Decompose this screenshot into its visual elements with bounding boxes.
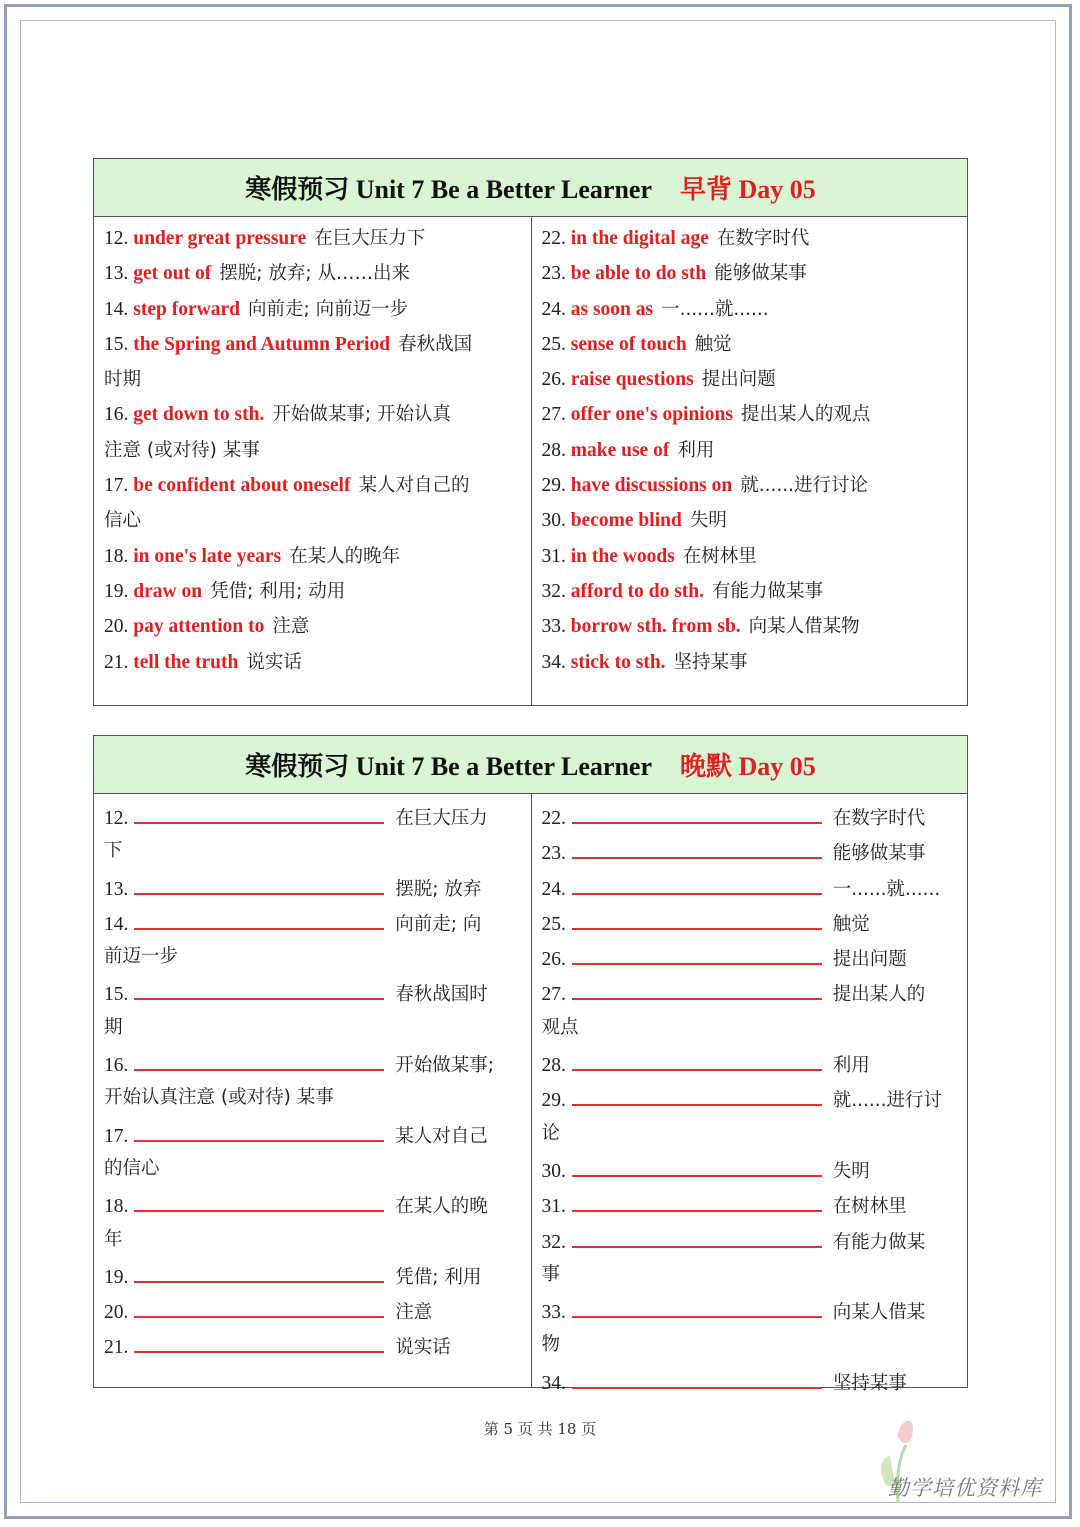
vocab-line — [104, 539, 523, 574]
morning-card-title — [94, 159, 967, 217]
item-number: 33. — [541, 1302, 566, 1324]
vocab-line — [104, 256, 523, 291]
vocab-line — [542, 433, 960, 468]
english-phrase: be confident about oneself — [133, 475, 351, 497]
chinese-meaning: 摆脱; 放弃 — [395, 878, 482, 900]
dictation-line — [104, 1292, 523, 1327]
chinese-meaning: 向前走; 向前迈一步 — [247, 298, 409, 320]
watermark-text: 勤学培优资料库 — [888, 1476, 1042, 1500]
chinese-meaning: 说实话 — [395, 1337, 451, 1359]
item-number: 12. — [104, 808, 129, 829]
answer-blank[interactable] — [572, 904, 822, 930]
chinese-meaning: 提出问题 — [701, 369, 776, 391]
chinese-meaning: 信心 — [104, 510, 142, 532]
evening-card — [93, 735, 968, 1394]
item-number: 13. — [104, 263, 129, 285]
vocab-line — [542, 503, 960, 538]
english-phrase: pay attention to — [133, 616, 265, 638]
dictation-line — [542, 1222, 960, 1257]
item-number: 34. — [541, 1372, 566, 1394]
chinese-meaning: 触觉 — [694, 333, 732, 355]
chinese-meaning: 坚持某事 — [673, 651, 748, 673]
chinese-meaning: 在巨大压力 — [395, 808, 488, 829]
chinese-meaning: 向某人借某 — [832, 1302, 926, 1324]
vocab-line — [104, 221, 523, 256]
chinese-meaning: 在树林里 — [682, 545, 757, 567]
vocab-line — [542, 574, 960, 609]
chinese-meaning: 开始做某事; 开始认真 — [272, 404, 451, 426]
english-phrase: raise questions — [570, 369, 694, 391]
evening-card-title — [94, 736, 967, 794]
dictation-line — [542, 1186, 960, 1221]
dictation-line — [104, 1186, 523, 1221]
vocab-line — [104, 362, 523, 397]
dictation-line — [542, 1151, 960, 1186]
chinese-meaning: 能够做某事 — [832, 843, 926, 865]
chinese-meaning: 下 — [104, 840, 123, 862]
chinese-meaning: 一......就...... — [832, 878, 941, 900]
answer-blank[interactable] — [134, 869, 384, 895]
vocab-line — [542, 539, 960, 574]
english-phrase: offer one's opinions — [570, 404, 733, 426]
chinese-meaning: 时期 — [104, 369, 142, 391]
dictation-line — [104, 1257, 523, 1292]
chinese-meaning: 注意 — [272, 616, 310, 638]
item-number: 29. — [541, 1090, 566, 1112]
morning-title-day: 早背 Day 05 — [680, 175, 816, 204]
vocab-line — [104, 327, 523, 362]
answer-blank[interactable] — [572, 1080, 822, 1106]
chinese-meaning: 某人对自己 — [395, 1125, 488, 1147]
evening-right-column — [531, 794, 968, 1394]
chinese-meaning: 年 — [104, 1228, 123, 1250]
morning-right-column — [531, 217, 968, 706]
chinese-meaning: 触觉 — [832, 913, 870, 935]
vocab-line — [542, 327, 960, 362]
vocab-line — [104, 645, 523, 680]
english-phrase: as soon as — [570, 298, 654, 320]
answer-blank[interactable] — [134, 798, 384, 824]
chinese-meaning: 说实话 — [246, 651, 302, 673]
item-number: 19. — [104, 1266, 129, 1288]
chinese-meaning: 提出某人的观点 — [740, 404, 871, 426]
item-number: 31. — [541, 1196, 566, 1218]
answer-blank[interactable] — [572, 798, 822, 824]
item-number: 14. — [104, 913, 129, 935]
chinese-meaning: 物 — [541, 1334, 561, 1356]
english-phrase: draw on — [133, 580, 203, 602]
dictation-line — [542, 974, 960, 1009]
dictation-line — [104, 833, 523, 868]
chinese-meaning: 就......进行讨论 — [740, 475, 869, 497]
item-number: 30. — [541, 1160, 566, 1182]
item-number: 19. — [104, 580, 129, 602]
chinese-meaning: 凭借; 利用; 动用 — [210, 580, 346, 602]
item-number: 16. — [104, 1055, 129, 1077]
evening-title-day: 晚默 Day 05 — [680, 752, 816, 781]
dictation-line — [542, 833, 960, 868]
chinese-meaning: 事 — [541, 1263, 561, 1285]
answer-blank[interactable] — [572, 833, 822, 859]
answer-blank[interactable] — [572, 974, 822, 1000]
dictation-line — [542, 1116, 960, 1151]
item-number: 15. — [104, 333, 129, 355]
chinese-meaning: 前迈一步 — [104, 946, 179, 968]
dictation-line — [104, 1116, 523, 1151]
item-number: 17. — [104, 475, 129, 497]
answer-blank[interactable] — [572, 1151, 822, 1177]
page-footer: 第 5 页 共 18 页 — [483, 1420, 597, 1438]
morning-left-column — [94, 217, 531, 706]
dictation-line — [104, 974, 523, 1009]
dictation-line — [104, 1151, 523, 1186]
chinese-meaning: 论 — [541, 1122, 561, 1144]
english-phrase: make use of — [570, 439, 670, 461]
dictation-line — [542, 1292, 960, 1327]
item-number: 20. — [104, 616, 129, 638]
item-number: 18. — [104, 545, 129, 567]
item-number: 18. — [104, 1196, 129, 1218]
item-number: 27. — [541, 984, 566, 1006]
item-number: 21. — [104, 1337, 129, 1359]
item-number: 15. — [104, 984, 129, 1006]
chinese-meaning: 有能力做某 — [832, 1231, 926, 1253]
item-number: 14. — [104, 298, 129, 320]
answer-blank[interactable] — [134, 904, 384, 930]
dictation-line — [104, 1045, 523, 1080]
item-number: 23. — [541, 843, 566, 865]
chinese-meaning: 提出某人的 — [832, 984, 926, 1006]
chinese-meaning: 失明 — [832, 1160, 870, 1182]
english-phrase: afford to do sth. — [570, 580, 705, 602]
chinese-meaning: 开始做某事; — [395, 1055, 494, 1077]
item-number: 34. — [541, 651, 566, 673]
chinese-meaning: 观点 — [541, 1016, 579, 1038]
english-phrase: get out of — [133, 263, 212, 285]
item-number: 32. — [541, 1231, 566, 1253]
evening-left-column — [94, 794, 531, 1388]
vocab-line — [104, 574, 523, 609]
vocab-line — [542, 468, 960, 503]
answer-blank[interactable] — [572, 1186, 822, 1212]
item-number: 25. — [541, 333, 566, 355]
answer-blank[interactable] — [572, 939, 822, 965]
chinese-meaning: 在数字时代 — [716, 228, 810, 249]
morning-title-text: 寒假预习 Unit 7 Be a Better Learner — [245, 175, 652, 204]
chinese-meaning: 某人对自己的 — [358, 475, 470, 497]
item-number: 27. — [541, 404, 566, 426]
chinese-meaning: 春秋战国 — [398, 333, 473, 355]
chinese-meaning: 开始认真注意 (或对待) 某事 — [104, 1087, 334, 1109]
chinese-meaning: 在某人的晚 — [395, 1196, 488, 1218]
vocab-line — [104, 468, 523, 503]
dictation-line — [542, 798, 960, 833]
answer-blank[interactable] — [134, 974, 384, 1000]
morning-columns — [94, 217, 967, 706]
item-number: 31. — [541, 545, 566, 567]
chinese-meaning: 利用 — [677, 439, 715, 461]
answer-blank[interactable] — [134, 1257, 384, 1283]
chinese-meaning: 期 — [104, 1016, 123, 1038]
chinese-meaning: 在某人的晚年 — [289, 545, 401, 567]
item-number: 32. — [541, 580, 566, 602]
vocab-line — [104, 292, 523, 327]
english-phrase: in the woods — [570, 545, 675, 567]
chinese-meaning: 利用 — [832, 1055, 870, 1077]
item-number: 16. — [104, 404, 129, 426]
item-number: 23. — [541, 263, 566, 285]
vocab-line — [104, 609, 523, 644]
english-phrase: become blind — [570, 510, 682, 532]
vocab-line — [542, 645, 960, 680]
answer-blank[interactable] — [134, 1186, 384, 1212]
dictation-line — [542, 1045, 960, 1080]
item-number: 24. — [541, 298, 566, 320]
vocab-line — [542, 397, 960, 432]
dictation-line — [542, 1363, 960, 1398]
english-phrase: be able to do sth — [570, 263, 707, 285]
chinese-meaning: 提出问题 — [832, 949, 907, 971]
dictation-line — [104, 1222, 523, 1257]
item-number: 28. — [541, 1055, 566, 1077]
chinese-meaning: 摆脱; 放弃; 从……出来 — [219, 263, 410, 285]
dictation-line — [542, 1010, 960, 1045]
chinese-meaning: 就......进行讨 — [832, 1090, 943, 1112]
item-number: 26. — [541, 949, 566, 971]
english-phrase: the Spring and Autumn Period — [133, 333, 391, 355]
answer-blank[interactable] — [572, 1292, 822, 1318]
item-number: 25. — [541, 913, 566, 935]
answer-blank[interactable] — [572, 1363, 822, 1389]
dictation-line — [542, 1080, 960, 1115]
dictation-line — [104, 939, 523, 974]
dictation-line — [104, 869, 523, 904]
dictation-line — [104, 1010, 523, 1045]
chinese-meaning: 一......就...... — [661, 298, 769, 320]
vocab-line — [104, 503, 523, 538]
answer-blank[interactable] — [572, 869, 822, 895]
item-number: 21. — [104, 651, 129, 673]
english-phrase: under great pressure — [133, 228, 307, 249]
english-phrase: borrow sth. from sb. — [570, 616, 741, 638]
english-phrase: step forward — [133, 298, 240, 320]
dictation-line — [104, 1080, 523, 1115]
vocab-line — [542, 256, 960, 291]
chinese-meaning: 向前走; 向 — [395, 913, 482, 935]
vocab-line — [542, 362, 960, 397]
answer-blank[interactable] — [134, 1045, 384, 1071]
item-number: 29. — [541, 475, 566, 497]
chinese-meaning: 在巨大压力下 — [314, 228, 426, 249]
vocab-line — [542, 292, 960, 327]
answer-blank[interactable] — [572, 1222, 822, 1248]
dictation-line — [542, 939, 960, 974]
item-number: 13. — [104, 878, 129, 900]
vocab-line — [542, 609, 960, 644]
english-phrase: tell the truth — [133, 651, 239, 673]
chinese-meaning: 能够做某事 — [714, 263, 807, 285]
answer-blank[interactable] — [572, 1045, 822, 1071]
chinese-meaning: 坚持某事 — [832, 1372, 907, 1394]
answer-blank[interactable] — [134, 1116, 384, 1142]
chinese-meaning: 凭借; 利用 — [395, 1266, 482, 1288]
item-number: 22. — [541, 228, 566, 249]
vocab-line — [104, 397, 523, 432]
vocab-line — [104, 433, 523, 468]
item-number: 22. — [541, 808, 566, 829]
chinese-meaning: 注意 (或对待) 某事 — [104, 439, 260, 461]
morning-card — [93, 158, 968, 706]
evening-title-text: 寒假预习 Unit 7 Be a Better Learner — [245, 752, 652, 781]
item-number: 17. — [104, 1125, 129, 1147]
dictation-line — [104, 798, 523, 833]
english-phrase: in the digital age — [570, 228, 709, 249]
dictation-line — [104, 1327, 523, 1362]
dictation-line — [542, 869, 960, 904]
english-phrase: get down to sth. — [133, 404, 265, 426]
chinese-meaning: 失明 — [689, 510, 727, 532]
chinese-meaning: 春秋战国时 — [395, 984, 488, 1006]
dictation-line — [542, 1327, 960, 1362]
dictation-line — [542, 904, 960, 939]
english-phrase: stick to sth. — [570, 651, 666, 673]
item-number: 20. — [104, 1302, 129, 1324]
chinese-meaning: 注意 — [395, 1302, 433, 1324]
english-phrase: sense of touch — [570, 333, 687, 355]
item-number: 24. — [541, 878, 566, 900]
english-phrase: in one's late years — [133, 545, 282, 567]
chinese-meaning: 的信心 — [104, 1157, 160, 1179]
chinese-meaning: 向某人借某物 — [748, 616, 860, 638]
dictation-line — [104, 904, 523, 939]
vocab-line — [542, 221, 960, 256]
item-number: 12. — [104, 228, 129, 249]
item-number: 26. — [541, 369, 566, 391]
item-number: 28. — [541, 439, 566, 461]
answer-blank[interactable] — [134, 1327, 384, 1353]
chinese-meaning: 有能力做某事 — [712, 580, 824, 602]
answer-blank[interactable] — [134, 1292, 384, 1318]
chinese-meaning: 在数字时代 — [832, 808, 926, 829]
chinese-meaning: 在树林里 — [832, 1196, 907, 1218]
item-number: 33. — [541, 616, 566, 638]
english-phrase: have discussions on — [570, 475, 733, 497]
evening-columns — [94, 794, 967, 1394]
dictation-line — [542, 1257, 960, 1292]
item-number: 30. — [541, 510, 566, 532]
